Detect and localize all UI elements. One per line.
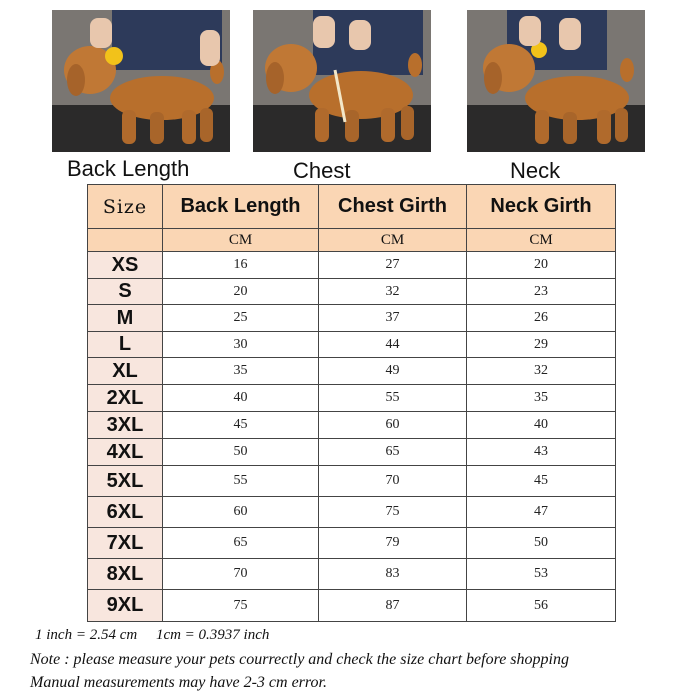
header-chest-girth: Chest Girth bbox=[319, 185, 467, 229]
size-cell: 5XL bbox=[88, 466, 163, 497]
chest-girth-cell: 44 bbox=[319, 332, 467, 358]
neck-girth-cell: 43 bbox=[467, 439, 616, 466]
measure-note: Note : please measure your pets courrectly and check the size chart before shopping bbox=[30, 651, 569, 668]
chest-girth-cell: 65 bbox=[319, 439, 467, 466]
header-neck-girth: Neck Girth bbox=[467, 185, 616, 229]
table-row bbox=[88, 497, 616, 528]
dog-chest-photo bbox=[253, 10, 431, 152]
size-cell: 3XL bbox=[88, 412, 163, 439]
caption-neck: Neck bbox=[510, 158, 561, 183]
size-cell: 2XL bbox=[88, 385, 163, 412]
chest-girth-cell: 60 bbox=[319, 412, 467, 439]
size-rows bbox=[88, 252, 616, 622]
neck-girth-cell: 45 bbox=[467, 466, 616, 497]
table-row bbox=[88, 559, 616, 590]
table-row bbox=[88, 332, 616, 358]
size-cell: XS bbox=[88, 252, 163, 279]
unit-row bbox=[88, 229, 616, 252]
back-length-cell: 60 bbox=[163, 497, 319, 528]
table-row bbox=[88, 412, 616, 439]
table-row bbox=[88, 305, 616, 332]
back-length-cell: 25 bbox=[163, 305, 319, 332]
chest-girth-cell: 49 bbox=[319, 358, 467, 385]
neck-girth-cell: 47 bbox=[467, 497, 616, 528]
neck-girth-cell: 32 bbox=[467, 358, 616, 385]
neck-girth-cell: 26 bbox=[467, 305, 616, 332]
back-length-cell: 55 bbox=[163, 466, 319, 497]
neck-photo bbox=[467, 10, 645, 152]
chest-girth-cell: 75 bbox=[319, 497, 467, 528]
table-row bbox=[88, 590, 616, 622]
back-length-cell: 20 bbox=[163, 279, 319, 305]
table-row bbox=[88, 358, 616, 385]
size-cell: L bbox=[88, 332, 163, 358]
neck-girth-cell: 56 bbox=[467, 590, 616, 622]
size-chart-table bbox=[87, 184, 616, 622]
size-cell: 9XL bbox=[88, 590, 163, 622]
table-row bbox=[88, 528, 616, 559]
neck-girth-cell: 20 bbox=[467, 252, 616, 279]
chest-girth-cell: 27 bbox=[319, 252, 467, 279]
table-row bbox=[88, 279, 616, 305]
unit-neck-girth: CM bbox=[467, 229, 616, 252]
back-length-cell: 45 bbox=[163, 412, 319, 439]
back-length-cell: 30 bbox=[163, 332, 319, 358]
unit-blank bbox=[88, 229, 163, 252]
dog-back-length-photo bbox=[52, 10, 230, 152]
neck-girth-cell: 53 bbox=[467, 559, 616, 590]
unit-back-length: CM bbox=[163, 229, 319, 252]
back-length-photo bbox=[52, 10, 230, 152]
error-note: Manual measurements may have 2-3 cm error. bbox=[30, 674, 327, 691]
conversion-note: 1 inch = 2.54 cm 1cm = 0.3937 inch bbox=[35, 627, 270, 643]
chest-girth-cell: 55 bbox=[319, 385, 467, 412]
chest-photo bbox=[253, 10, 431, 152]
unit-chest-girth: CM bbox=[319, 229, 467, 252]
neck-girth-cell: 29 bbox=[467, 332, 616, 358]
neck-girth-cell: 50 bbox=[467, 528, 616, 559]
header-row bbox=[88, 185, 616, 229]
chest-girth-cell: 87 bbox=[319, 590, 467, 622]
back-length-cell: 50 bbox=[163, 439, 319, 466]
table-row bbox=[88, 466, 616, 497]
back-length-cell: 65 bbox=[163, 528, 319, 559]
size-cell: 6XL bbox=[88, 497, 163, 528]
size-cell: S bbox=[88, 279, 163, 305]
chest-girth-cell: 70 bbox=[319, 466, 467, 497]
back-length-cell: 16 bbox=[163, 252, 319, 279]
dog-neck-photo bbox=[467, 10, 645, 152]
caption-chest: Chest bbox=[293, 158, 351, 183]
size-cell: XL bbox=[88, 358, 163, 385]
chest-girth-cell: 32 bbox=[319, 279, 467, 305]
back-length-cell: 40 bbox=[163, 385, 319, 412]
chest-girth-cell: 79 bbox=[319, 528, 467, 559]
chest-girth-cell: 37 bbox=[319, 305, 467, 332]
back-length-cell: 75 bbox=[163, 590, 319, 622]
size-cell: 7XL bbox=[88, 528, 163, 559]
back-length-cell: 35 bbox=[163, 358, 319, 385]
caption-back-length: Back Length bbox=[67, 156, 190, 181]
size-cell: 8XL bbox=[88, 559, 163, 590]
table-row bbox=[88, 439, 616, 466]
back-length-cell: 70 bbox=[163, 559, 319, 590]
neck-girth-cell: 40 bbox=[467, 412, 616, 439]
header-size: Size bbox=[88, 185, 163, 229]
neck-girth-cell: 35 bbox=[467, 385, 616, 412]
size-cell: 4XL bbox=[88, 439, 163, 466]
neck-girth-cell: 23 bbox=[467, 279, 616, 305]
header-back-length: Back Length bbox=[163, 185, 319, 229]
size-cell: M bbox=[88, 305, 163, 332]
table-row bbox=[88, 252, 616, 279]
table-row bbox=[88, 385, 616, 412]
chest-girth-cell: 83 bbox=[319, 559, 467, 590]
